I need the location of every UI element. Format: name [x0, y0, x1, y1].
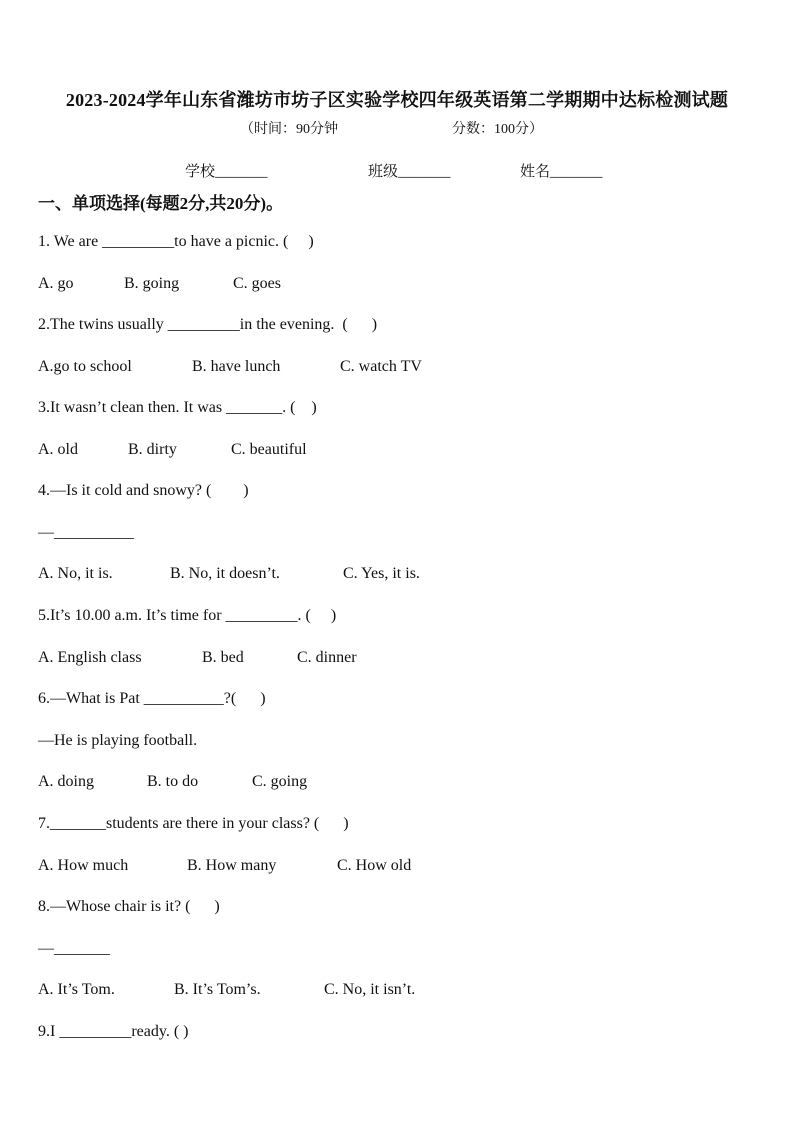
question-2-option-a: A.go to school [38, 358, 132, 375]
question-4-answer-line: —__________ [38, 524, 134, 541]
question-4-option-c: C. Yes, it is. [343, 565, 420, 582]
name-field: 姓名_______ [520, 164, 603, 180]
question-8-option-b: B. It’s Tom’s. [174, 981, 261, 998]
question-1-option-b: B. going [124, 275, 180, 292]
question-5-option-c: C. dinner [297, 649, 357, 666]
question-3-option-b: B. dirty [128, 441, 177, 458]
question-4-stem: 4.—Is it cold and snowy? ( ) [38, 482, 249, 499]
question-3-stem: 3.It wasn’t clean then. It was _______. ( ) [38, 399, 317, 416]
question-6-option-a: A. doing [38, 773, 94, 790]
question-2-stem: 2.The twins usually _________in the evening. ( ) [38, 316, 378, 333]
question-5-option-a: A. English class [38, 649, 142, 666]
question-1-option-c: C. goes [233, 275, 281, 292]
section-heading: 一、单项选择(每题2分,共20分)。 [38, 194, 284, 213]
total-score: 分数：100分） [452, 122, 543, 137]
question-8-stem: 8.—Whose chair is it? ( ) [38, 898, 220, 915]
question-7-option-c: C. How old [337, 857, 412, 874]
school-field: 学校_______ [185, 164, 268, 180]
question-5-stem: 5.It’s 10.00 a.m. It’s time for _________. ( ) [38, 607, 337, 624]
class-field: 班级_______ [368, 164, 451, 180]
question-6-option-c: C. going [252, 773, 308, 790]
question-2-option-b: B. have lunch [192, 358, 281, 375]
question-6-stem: 6.—What is Pat __________?( ) [38, 690, 266, 707]
question-8-answer-line: —_______ [38, 940, 110, 957]
question-7-option-a: A. How much [38, 857, 129, 874]
question-8-option-c: C. No, it isn’t. [324, 981, 416, 998]
question-1-option-a: A. go [38, 275, 74, 292]
question-1-stem: 1. We are _________to have a picnic. ( ) [38, 233, 314, 250]
question-9-stem: 9.I _________ready. ( ) [38, 1023, 189, 1040]
question-4-option-a: A. No, it is. [38, 565, 113, 582]
question-6-answer-line: —He is playing football. [38, 732, 198, 749]
question-5-option-b: B. bed [202, 649, 244, 666]
exam-title: 2023-2024学年山东省潍坊市坊子区实验学校四年级英语第二学期期中达标检测试题 [65, 90, 729, 110]
question-2-option-c: C. watch TV [340, 358, 422, 375]
question-4-option-b: B. No, it doesn’t. [170, 565, 280, 582]
question-8-option-a: A. It’s Tom. [38, 981, 115, 998]
time-limit: （时间：90分钟 [240, 122, 338, 137]
question-3-option-a: A. old [38, 441, 78, 458]
question-7-stem: 7._______students are there in your class? ( ) [38, 815, 349, 832]
question-7-option-b: B. How many [187, 857, 277, 874]
question-6-option-b: B. to do [147, 773, 199, 790]
question-3-option-c: C. beautiful [231, 441, 307, 458]
